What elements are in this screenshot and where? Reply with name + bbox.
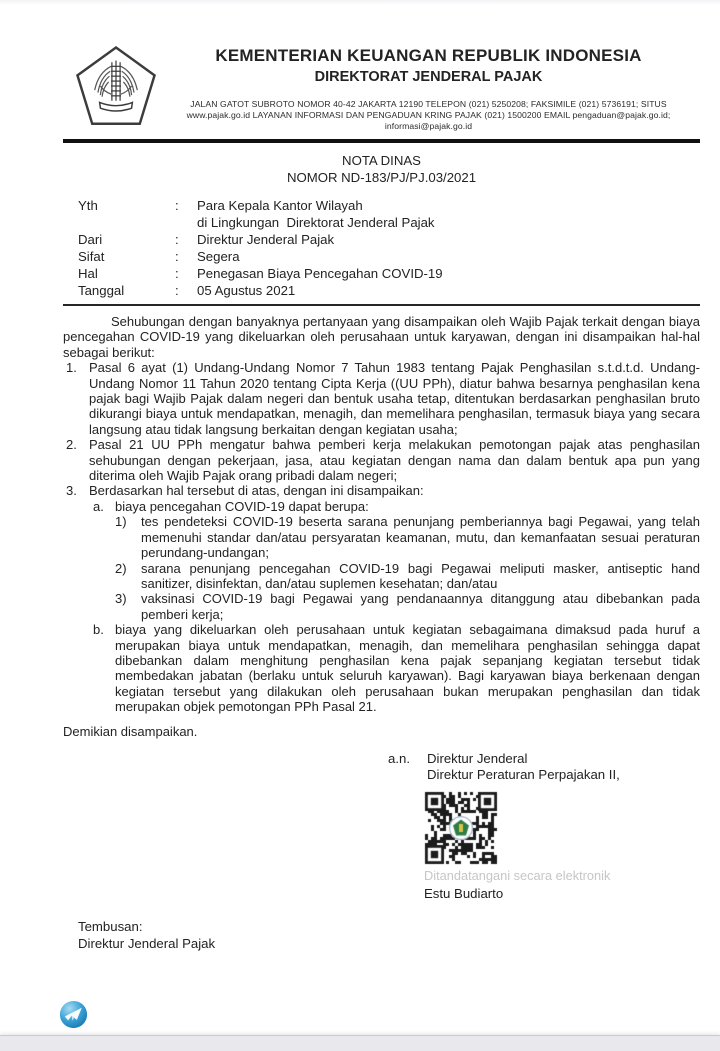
list-item-text: biaya yang dikeluarkan oleh perusahaan untuk kegiatan sebagaimana dimaksud pada huruf a merupakan biaya untuk mendapatkan, menagih, dan memelihara penghasilan sehingga dapat dibebankan dalam menghitung penghasilan kena pajak sepanjang kegiatan tersebut tidak membedakan jabatan (berlaku untuk seluruh karyawan). Bagi karyawan biaya berkenaan dengan kegiatan tersebut yang dilakukan oleh perusahaan bukan merupakan penghasilan dan tidak merupakan objek pemotongan PPh Pasal 21. (115, 622, 700, 715)
sub-sub-wrap (93, 514, 700, 622)
meta-colon: : (175, 198, 179, 213)
list-item-text: tes pendeteksi COVID-19 beserta sarana penunjang pemberiannya bagi Pegawai, yang telah memenuhi standar dan/atau persyaratan keamanan, mutu, dan kemanfaatan sesuai peraturan perundang-undangan; (141, 514, 700, 561)
meta-value: Penegasan Biaya Pencegahan COVID-19 (197, 266, 443, 281)
signature-position (388, 751, 700, 784)
meta-divider (63, 304, 700, 306)
tembusan-label: Tembusan: (78, 918, 143, 934)
sub-sub-item-3 (115, 591, 700, 622)
scan-bottom-edge (0, 1035, 720, 1051)
tembusan-value: Direktur Jenderal Pajak (78, 935, 216, 951)
recipient-line-2: di Lingkungan Direktorat Jenderal Pajak (197, 215, 435, 230)
esign-qr-code (424, 791, 700, 865)
meta-row-tanggal (78, 282, 700, 299)
esign-note: Ditandatangani secara elektronik (424, 867, 611, 883)
list-item-text: Pasal 6 ayat (1) Undang-Undang Nomor 7 Tahun 1983 tentang Pajak Penghasilan s.t.d.t.d. Undang-Undang Nomor 11 Tahun 2020 tentang Cipta Kerja ((UU PPh), diatur bahwa besarnya penghasilan kena pajak bagi Wajib Pajak dalam negeri dan bentuk usaha tetap, ditentukan berdasarkan penghasilan bruto dikurangi biaya untuk mendapatkan, menagih, dan memelihara penghasilan, termasuk biaya yang secara langsung atau tidak langsung berkaitan dengan kegiatan usaha; (89, 360, 700, 437)
meta-value (197, 197, 435, 231)
sub-item-b (93, 622, 700, 714)
list-item-text: biaya pencegahan COVID-19 dapat berupa: (115, 498, 369, 514)
list-marker: 3. (66, 483, 77, 499)
meta-label: Tanggal (78, 283, 125, 298)
address-line: www.pajak.go.id LAYANAN INFORMASI DAN PENGADUAN KRING PAJAK (021) 1500200 EMAIL pengaduan@pajak.go.id; (186, 110, 671, 120)
sub-sub-item-2 (115, 561, 700, 592)
tembusan-block (78, 918, 700, 952)
an-label: a.n. (388, 750, 410, 766)
list-marker: 2) (115, 560, 127, 576)
letterhead-divider (63, 139, 700, 143)
list-marker: 1) (115, 514, 127, 530)
esign-stamp-icon (58, 999, 89, 1030)
sub-item-a (93, 499, 700, 514)
meta-value: Segera (197, 249, 240, 264)
list-item-text: vaksinasi COVID-19 bagi Pegawai yang pendanaannya ditanggung atau dibebankan pada pemberi kerja; (141, 591, 700, 622)
directorate-name: DIREKTORAT JENDERAL PAJAK (314, 69, 543, 85)
signature-block (388, 751, 700, 903)
list-item-text: Berdasarkan hal tersebut di atas, dengan ini disampaikan: (89, 483, 424, 499)
doc-number: NOMOR ND-183/PJ/PJ.03/2021 (286, 169, 477, 185)
meta-label: Hal (78, 266, 98, 281)
list-item-text: sarana penunjang pencegahan COVID-19 bagi Pegawai meliputi masker, antiseptic hand sanitizer, disinfektan, dan/atau suplemen kesehatan; dan/atau (141, 560, 700, 591)
recipient-line-1: Para Kepala Kantor Wilayah (197, 198, 363, 213)
address-line: informasi@pajak.go.id (384, 121, 473, 131)
letterhead-address (157, 99, 700, 132)
meta-colon: : (175, 283, 179, 298)
list-item-text: Pasal 21 UU PPh mengatur bahwa pemberi kerja melakukan pemotongan pajak atas penghasilan sehubungan dengan pekerjaan, jasa, atau kegiatan dengan nama dan dalam bentuk apa pun yang diterima oleh Wajib Pajak orang pribadi dalam negeri; (89, 437, 700, 484)
letter-body (63, 314, 700, 739)
list-item-2 (63, 437, 700, 483)
meta-label: Sifat (78, 249, 105, 264)
list-marker: a. (93, 498, 104, 514)
document-meta (78, 197, 700, 299)
position-line-1: Direktur Jenderal (427, 750, 528, 766)
meta-row-yth (78, 197, 700, 231)
list-marker: b. (93, 622, 104, 638)
closing-line: Demikian disampaikan. (63, 723, 198, 739)
list-marker: 2. (66, 437, 77, 453)
meta-value: Direktur Jenderal Pajak (197, 232, 335, 247)
meta-colon: : (175, 266, 179, 281)
signer-name: Estu Budiarto (424, 886, 504, 902)
meta-row-dari (78, 231, 700, 248)
meta-value: 05 Agustus 2021 (197, 283, 296, 298)
meta-label: Dari (78, 232, 103, 247)
meta-label: Yth (78, 198, 98, 213)
address-line: JALAN GATOT SUBROTO NOMOR 40-42 JAKARTA 12190 TELEPON (021) 5250208; FAKSIMILE (021) 5736191; SITUS (190, 99, 667, 109)
sub-sub-item-1 (115, 514, 700, 560)
signer-position (427, 751, 620, 784)
letterhead (63, 0, 700, 132)
list-marker: 1. (66, 360, 77, 376)
intro-paragraph: Sehubungan dengan banyaknya pertanyaan yang disampaikan oleh Wajib Pajak terkait dengan biaya pencegahan COVID-19 yang dikeluarkan oleh perusahaan untuk karyawan, dengan ini disampaikan hal-hal sebagai berikut: (63, 314, 700, 360)
document-title (63, 153, 700, 186)
position-line-2: Direktur Peraturan Perpajakan II, (427, 767, 620, 783)
meta-row-hal (78, 265, 700, 282)
list-marker: 3) (115, 591, 127, 607)
kemenkeu-logo-icon (75, 44, 157, 128)
list-item-3 (63, 483, 700, 498)
doc-type: NOTA DINAS (342, 153, 421, 168)
meta-row-sifat (78, 248, 700, 265)
meta-colon: : (175, 232, 179, 247)
meta-colon: : (175, 249, 179, 264)
list-item-1 (63, 360, 700, 437)
ministry-name: KEMENTERIAN KEUANGAN REPUBLIK INDONESIA (215, 46, 642, 65)
